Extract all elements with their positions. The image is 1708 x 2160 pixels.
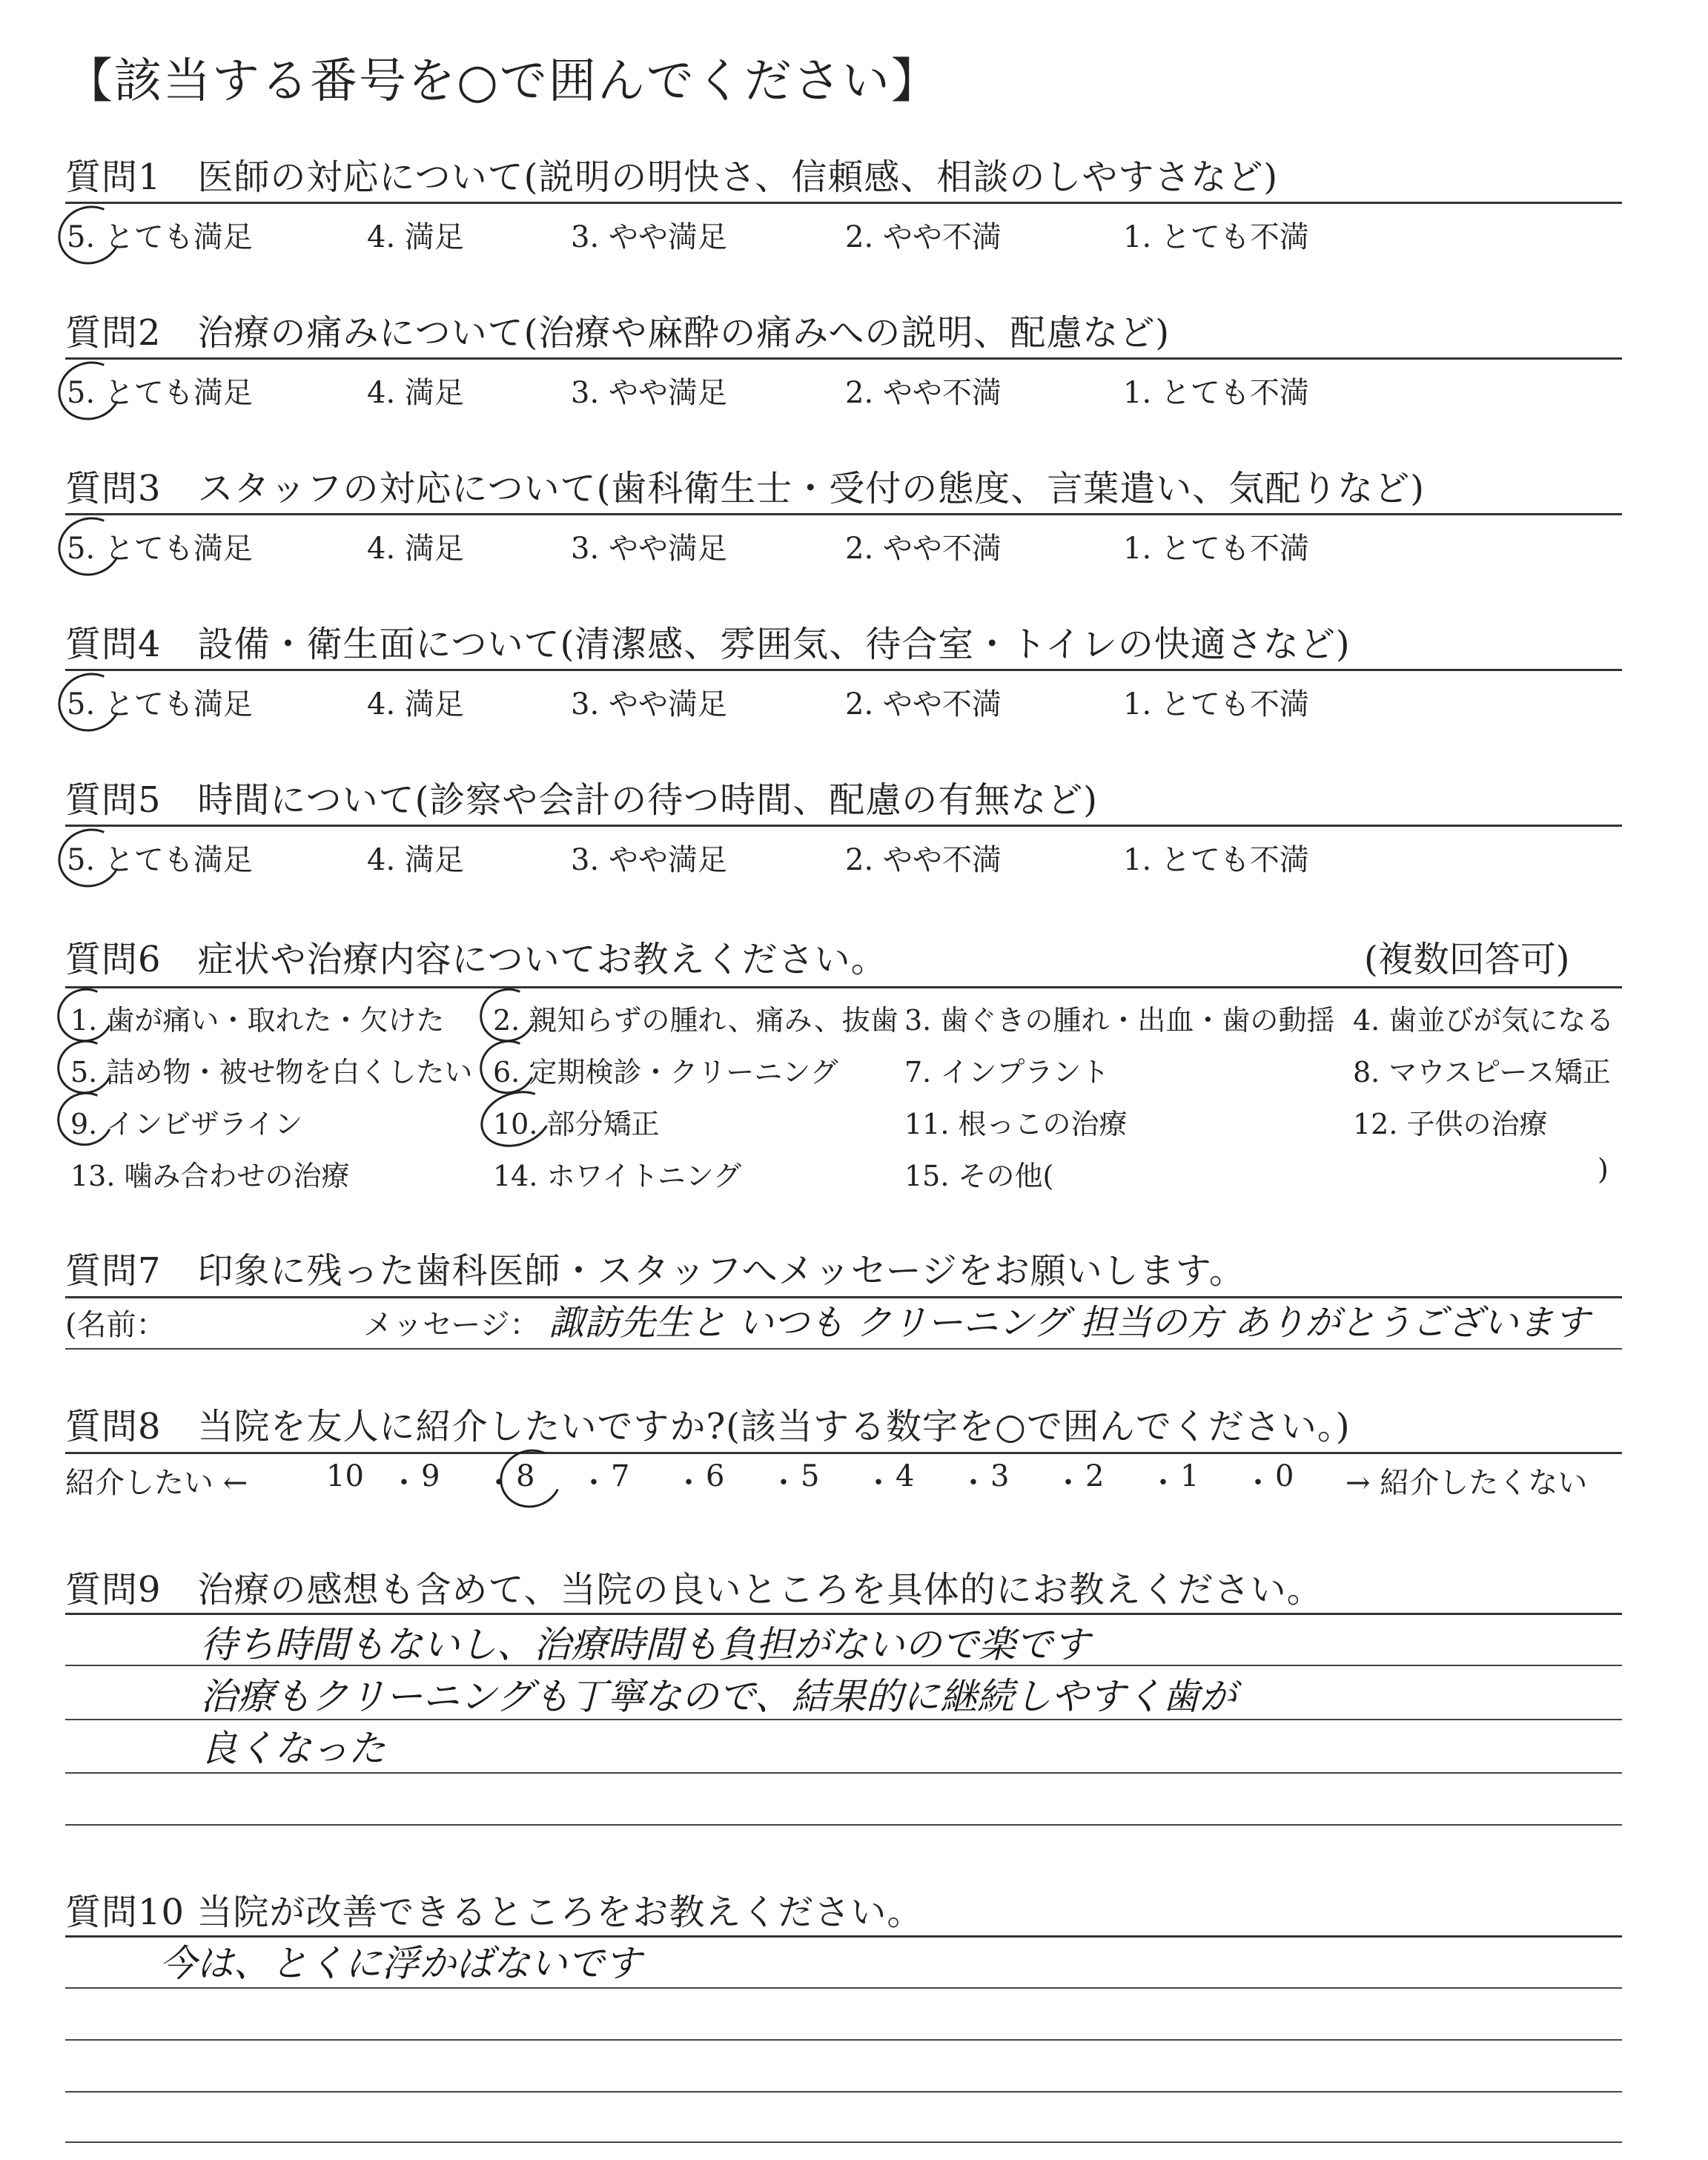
q8-scale-4[interactable]: 4 [896,1459,915,1493]
q4-option-5[interactable]: 5. とても満足 [67,687,253,721]
q2-option-2[interactable]: 2. やや不満 [845,376,1002,410]
q6-rule [65,986,1622,988]
q8-scale-7[interactable]: 7 [611,1459,630,1493]
q3-option-1[interactable]: 1. とても不満 [1123,532,1309,566]
q2-option-3[interactable]: 3. やや満足 [571,376,727,410]
q8-scale-3[interactable]: 3 [990,1459,1010,1493]
q8-separator-dot: ・ [484,1466,514,1500]
q3-option-4[interactable]: 4. 満足 [367,532,464,566]
q6-item-13[interactable]: 13. 噛み合わせの治療 [70,1160,350,1192]
q8-separator-dot: ・ [864,1466,893,1500]
q4-option-3[interactable]: 3. やや満足 [571,687,727,721]
q5-rule [65,825,1622,827]
q1-option-2[interactable]: 2. やや不満 [845,220,1002,254]
q3-option-2[interactable]: 2. やや不満 [845,532,1002,566]
q3-title: 質問3 スタッフの対応について(歯科衛生士・受付の態度、言葉遣い、気配りなど) [65,468,1426,509]
q8-scale-1[interactable]: 1 [1180,1459,1199,1493]
q1-option-4[interactable]: 4. 満足 [367,220,464,254]
q1-option-5[interactable]: 5. とても満足 [67,220,253,254]
q6-item-1[interactable]: 1. 歯が痛い・取れた・欠けた [70,1004,445,1037]
q6-note: (複数回答可) [1364,939,1570,980]
q3-selection-circle [50,509,129,585]
q9-title: 質問9 治療の感想も含めて、当院の良いところを具体的にお教えください。 [65,1569,1323,1611]
q1-selection-circle [50,197,129,274]
q10-line-rule [65,1987,1622,1989]
q7-message: 諏訪先生と いつも クリーニング 担当の方 ありがとうございます [549,1302,1590,1344]
q6-item-14[interactable]: 14. ホワイトニング [493,1160,742,1192]
q8-separator-dot: ・ [769,1466,798,1500]
q5-option-4[interactable]: 4. 満足 [367,843,464,877]
q6-item-15[interactable]: 15. その他( [904,1160,1054,1192]
q5-option-2[interactable]: 2. やや不満 [845,843,1002,877]
q9-answer-line-1: 待ち時間もないし、治療時間も負担がないので楽です [200,1623,1090,1666]
q3-option-5[interactable]: 5. とても満足 [67,532,253,566]
q8-rule [65,1452,1622,1454]
q4-option-1[interactable]: 1. とても不満 [1123,687,1309,721]
q8-scale-10[interactable]: 10 [326,1459,364,1493]
q8-title: 質問8 当院を友人に紹介したいですか?(該当する数字を○で囲んでください。) [65,1406,1351,1447]
q2-selection-circle [50,353,129,429]
q6-item-2[interactable]: 2. 親知らずの腫れ、痛み、抜歯 [493,1004,898,1037]
q10-line-rule [65,2141,1622,2143]
q6-selection-circle-10 [473,1081,560,1156]
q8-separator-dot: ・ [1148,1466,1178,1500]
q8-right-label: → 紹介したくない [1345,1466,1588,1500]
q1-option-1[interactable]: 1. とても不満 [1123,220,1309,254]
q8-separator-dot: ・ [1243,1466,1273,1500]
q2-title: 質問2 治療の痛みについて(治療や麻酔の痛みへの説明、配慮など) [65,312,1171,354]
q6-item-10[interactable]: 10. 部分矯正 [493,1108,660,1140]
q8-separator-dot: ・ [959,1466,988,1500]
q2-option-5[interactable]: 5. とても満足 [67,376,253,410]
q6-item-12[interactable]: 12. 子供の治療 [1353,1108,1548,1140]
q5-option-5[interactable]: 5. とても満足 [67,843,253,877]
form-header: 【該当する番号を○で囲んでください】 [65,54,940,109]
q7-message-label: メッセージ： [363,1308,540,1342]
q10-line-rule [65,2091,1622,2093]
q1-option-3[interactable]: 3. やや満足 [571,220,727,254]
q8-scale-5[interactable]: 5 [801,1459,820,1493]
q6-item-16: ) [1598,1153,1609,1186]
q4-selection-circle [50,664,129,741]
q8-scale-2[interactable]: 2 [1085,1459,1105,1493]
q9-line-rule [65,1824,1622,1826]
q8-separator-dot: ・ [579,1466,609,1500]
q5-selection-circle [50,820,129,896]
q4-rule [65,669,1622,671]
q8-separator-dot: ・ [674,1466,704,1500]
q2-option-4[interactable]: 4. 満足 [367,376,464,410]
q8-scale-6[interactable]: 6 [706,1459,725,1493]
q6-item-9[interactable]: 9. インビザライン [70,1108,303,1140]
q10-answer-line-1: 今は、とくに浮かばないです [159,1942,641,1985]
q9-answer-line-3: 良くなった [200,1727,385,1770]
q1-title: 質問1 医師の対応について(説明の明快さ、信頼感、相談のしやすさなど) [65,156,1279,198]
q2-option-1[interactable]: 1. とても不満 [1123,376,1309,410]
q7-title: 質問7 印象に残った歯科医師・スタッフへメッセージをお願いします。 [65,1250,1245,1292]
q8-separator-dot: ・ [389,1466,419,1500]
q4-option-4[interactable]: 4. 満足 [367,687,464,721]
q6-item-3[interactable]: 3. 歯ぐきの腫れ・出血・歯の動揺 [904,1004,1335,1037]
q6-item-8[interactable]: 8. マウスピース矯正 [1353,1056,1611,1089]
q5-title: 質問5 時間について(診察や会計の待つ時間、配慮の有無など) [65,779,1099,821]
q9-line-rule [65,1772,1622,1774]
q8-left-label: 紹介したい ← [65,1466,248,1500]
q8-scale-9[interactable]: 9 [421,1459,440,1493]
q10-line-rule [65,2039,1622,2041]
q3-rule [65,513,1622,515]
q8-scale-8[interactable]: 8 [516,1459,535,1493]
q9-answer-line-2: 治療もクリーニングも丁寧なので、結果的に継続しやすく歯が [200,1675,1237,1718]
q8-scale-0[interactable]: 0 [1275,1459,1294,1493]
q6-item-7[interactable]: 7. インプラント [904,1056,1110,1089]
q3-option-3[interactable]: 3. やや満足 [571,532,727,566]
q6-item-6[interactable]: 6. 定期検診・クリーニング [493,1056,838,1089]
q4-title: 質問4 設備・衛生面について(清潔感、雰囲気、待合室・トイレの快適さなど) [65,624,1351,665]
q7-rule-2 [65,1348,1622,1350]
q1-rule [65,202,1622,204]
q6-title: 質問6 症状や治療内容についてお教えください。 [65,939,887,980]
q6-item-11[interactable]: 11. 根っこの治療 [904,1108,1128,1140]
q6-item-5[interactable]: 5. 詰め物・被せ物を白くしたい [70,1056,473,1089]
q2-rule [65,357,1622,360]
q10-title: 質問10 当院が改善できるところをお教えください。 [65,1892,924,1933]
q5-option-1[interactable]: 1. とても不満 [1123,843,1309,877]
q4-option-2[interactable]: 2. やや不満 [845,687,1002,721]
q8-separator-dot: ・ [1053,1466,1083,1500]
q6-selection-circle-9 [50,1084,121,1154]
q6-item-4[interactable]: 4. 歯並びが気になる [1353,1004,1615,1037]
q7-name-label: (名前： [65,1308,166,1342]
q5-option-3[interactable]: 3. やや満足 [571,843,727,877]
